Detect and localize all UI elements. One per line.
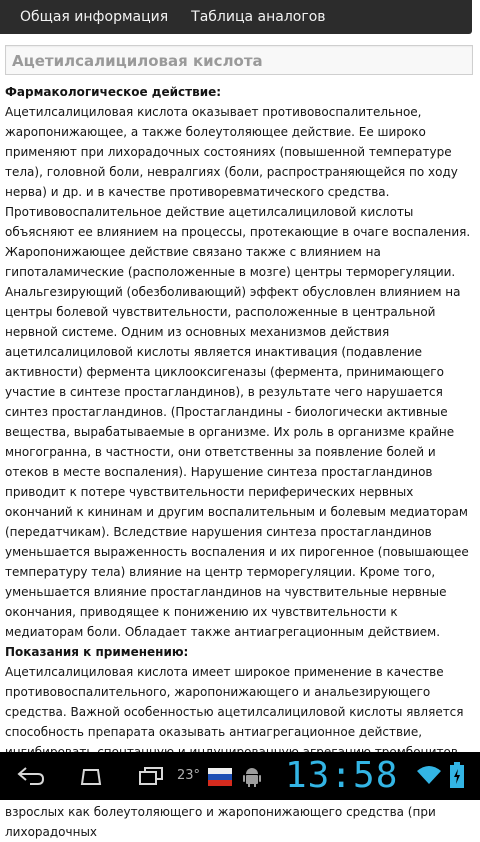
battery-icon bbox=[450, 762, 464, 788]
android-debug-icon bbox=[240, 764, 264, 788]
tab-bar bbox=[0, 0, 472, 34]
recent-apps-icon[interactable] bbox=[136, 764, 166, 786]
weather-temperature: 23° bbox=[177, 768, 201, 783]
home-icon[interactable] bbox=[76, 766, 106, 786]
section-text-usage: взрослых как болеутоляющего и жаропонижающего средства (при лихорадочных bbox=[5, 805, 436, 839]
back-icon[interactable] bbox=[16, 764, 46, 786]
tab-analogs-table[interactable]: Таблица аналогов bbox=[191, 9, 326, 25]
section-heading-indications: Показания к применению: bbox=[5, 645, 189, 659]
clock: 13:58 bbox=[285, 755, 399, 796]
section-text-pharmacology: Ацетилсалициловая кислота оказывает противовоспалительное, жаропонижающее, а также болеутоляющее действие. Ее широко применяют при лихорадочных состояниях (повышенной температуре тела), головной боли, невралгиях (боли, распространяющейся по ходу нерва) и др. и в качестве противоревматического средства. Противовоспалительное действие ацетилсалициловой кислоты объясняют ее влиянием на процессы, протекающие в очаге воспаления. Жаропонижающее действие связано также с влиянием на гипоталамические (расположенные в мозге) центры терморегуляции. Анальгезирующий (обезболивающий) эффект обусловлен влиянием на центры болевой чувствительности, расположенные в центральной нервной системе. Одним из основных механизмов действия ацетилсалициловой кислоты является инактивация (подавление активности) фермента циклооксигеназы (фермента, принимающего участие в синтезе простагландинов), в результате чего нарушается синтез простагландинов. (Простагландины - биологически активные вещества, вырабатываемые в организме. Их роль в организме крайне многогранна, в частности, они ответственны за появление болей и отеков в месте воспаления). Нарушение синтеза простагландинов приводит к потере чувствительности периферических нервных окончаний к кининам и другим воспалительным и болевым медиаторам (передатчикам). Вследствие нарушения синтеза простагландинов уменьшается выраженность воспаления и их пирогенное (повышающее температуру тела) влияние на центр терморегуляции. Кроме того, уменьшается влияние простагландинов на чувствительные нервные окончания, приводящее к понижению их чувствительности к медиаторам боли. Обладает также антиагрегационным действием. bbox=[5, 105, 471, 639]
wifi-icon bbox=[416, 764, 442, 786]
section-text-indications: Ацетилсалициловая кислота имеет широкое применение в качестве противовоспалительного, жаропонижающего и анальезирующего средства. Важной особенностью ацетилсалициловой кислоты является способность препарата оказывать антиагрегационное действие, bbox=[5, 665, 464, 739]
flag-icon bbox=[208, 768, 232, 786]
drug-title-box bbox=[5, 45, 473, 75]
drug-title: Ацетилсалициловая кислота bbox=[12, 52, 263, 70]
tab-general-info[interactable]: Общая информация bbox=[20, 9, 169, 25]
section-heading-pharmacology: Фармакологическое действие: bbox=[5, 85, 222, 99]
